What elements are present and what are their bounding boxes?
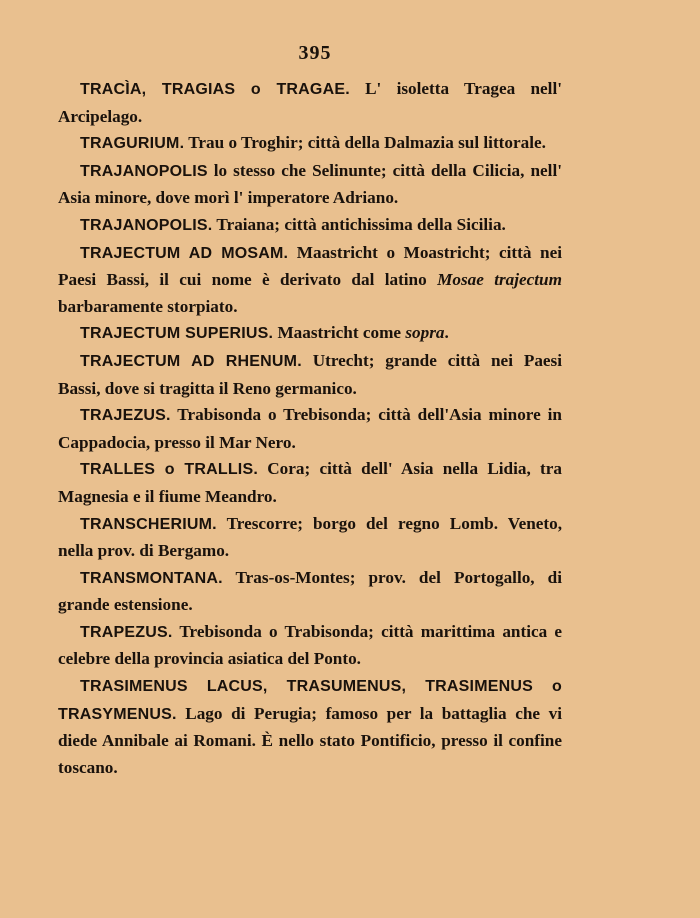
entry-definition: L' isoletta Tragea nell' Arcipelago. <box>58 79 562 126</box>
entry-italic-word: sopra <box>405 323 445 343</box>
dictionary-entry <box>58 212 562 240</box>
entry-definition: Maastricht o Moastricht; città nei Paesi Bassi, il cui nome è derivato dal latino <box>58 242 562 290</box>
dictionary-entry <box>58 76 562 130</box>
dictionary-entry <box>58 158 562 212</box>
dictionary-entry <box>58 402 562 456</box>
entry-headword: TRALLES o TRALLIS. <box>80 461 258 479</box>
entry-headword: TRANSCHERIUM. <box>80 515 217 533</box>
entry-headword: TRAJECTUM SUPERIUS. <box>80 325 274 343</box>
entry-headword: TRAJANOPOLIS <box>80 162 208 180</box>
dictionary-entry <box>58 320 562 348</box>
entry-definition: Trebisonda o Trabisonda; città marittima antica e celebre della provincia asiatica del Ponto. <box>58 621 562 669</box>
entry-headword: TRASIMENUS LACUS, TRASUMENUS, TRASIMENUS o TRASYMENUS. <box>58 678 562 723</box>
entry-definition: Maastricht come <box>273 323 406 343</box>
entry-headword: TRACÌA, TRAGIAS o TRAGAE. <box>80 81 350 98</box>
entry-definition: Cora; città dell' Asia nella Lidia, tra Magnesia e il fiume Meandro. <box>58 459 562 506</box>
entry-latin-phrase: Mosae trajectum <box>437 270 562 290</box>
entry-definition: Lago di Perugia; famoso per la battaglia che vi diede Annibale ai Romani. È nello stato Pontificio, presso il confine toscano. <box>58 703 562 777</box>
entry-headword: TRAJEZUS. <box>80 407 171 425</box>
entry-headword: TRANSMONTANA. <box>80 569 223 587</box>
entry-headword: TRAGURIUM. <box>80 135 185 153</box>
dictionary-entries <box>58 76 562 781</box>
entry-definition: Trau o Troghir; città della Dalmazia sul littorale. <box>184 133 546 153</box>
entry-headword: TRAJECTUM AD RHENUM. <box>80 352 302 370</box>
dictionary-entry <box>58 673 562 781</box>
dictionary-entry <box>58 456 562 510</box>
entry-definition: Utrecht; grande città nei Paesi Bassi, dove si tragitta il Reno germanico. <box>58 350 563 398</box>
entry-definition-end: . <box>444 323 449 343</box>
entry-definition: Traiana; città antichissima della Sicilia. <box>212 214 506 234</box>
entry-headword: TRAPEZUS. <box>80 623 173 641</box>
entry-definition-end: barbaramente storpiato. <box>58 296 238 316</box>
book-page <box>58 38 562 781</box>
dictionary-entry <box>58 511 562 565</box>
entry-headword: TRAJANOPOLIS. <box>80 216 213 234</box>
dictionary-entry <box>58 130 562 158</box>
entry-definition: Trabisonda o Trebisonda; città dell'Asia minore in Cappadocia, presso il Mar Nero. <box>58 405 562 452</box>
dictionary-entry <box>58 619 562 673</box>
dictionary-entry <box>58 348 562 402</box>
dictionary-entry <box>58 240 562 321</box>
entry-definition: Trescorre; borgo del regno Lomb. Veneto, nella prov. di Bergamo. <box>58 513 562 561</box>
dictionary-entry <box>58 565 562 619</box>
entry-definition: lo stesso che Selinunte; città della Cilicia, nell' Asia minore, dove morì l' imperatore Adriano. <box>58 160 562 208</box>
entry-definition: Tras-os-Montes; prov. del Portogallo, di grande estensione. <box>58 567 562 615</box>
page-number: 395 <box>298 42 332 64</box>
entry-headword: TRAJECTUM AD MOSAM. <box>80 244 289 262</box>
